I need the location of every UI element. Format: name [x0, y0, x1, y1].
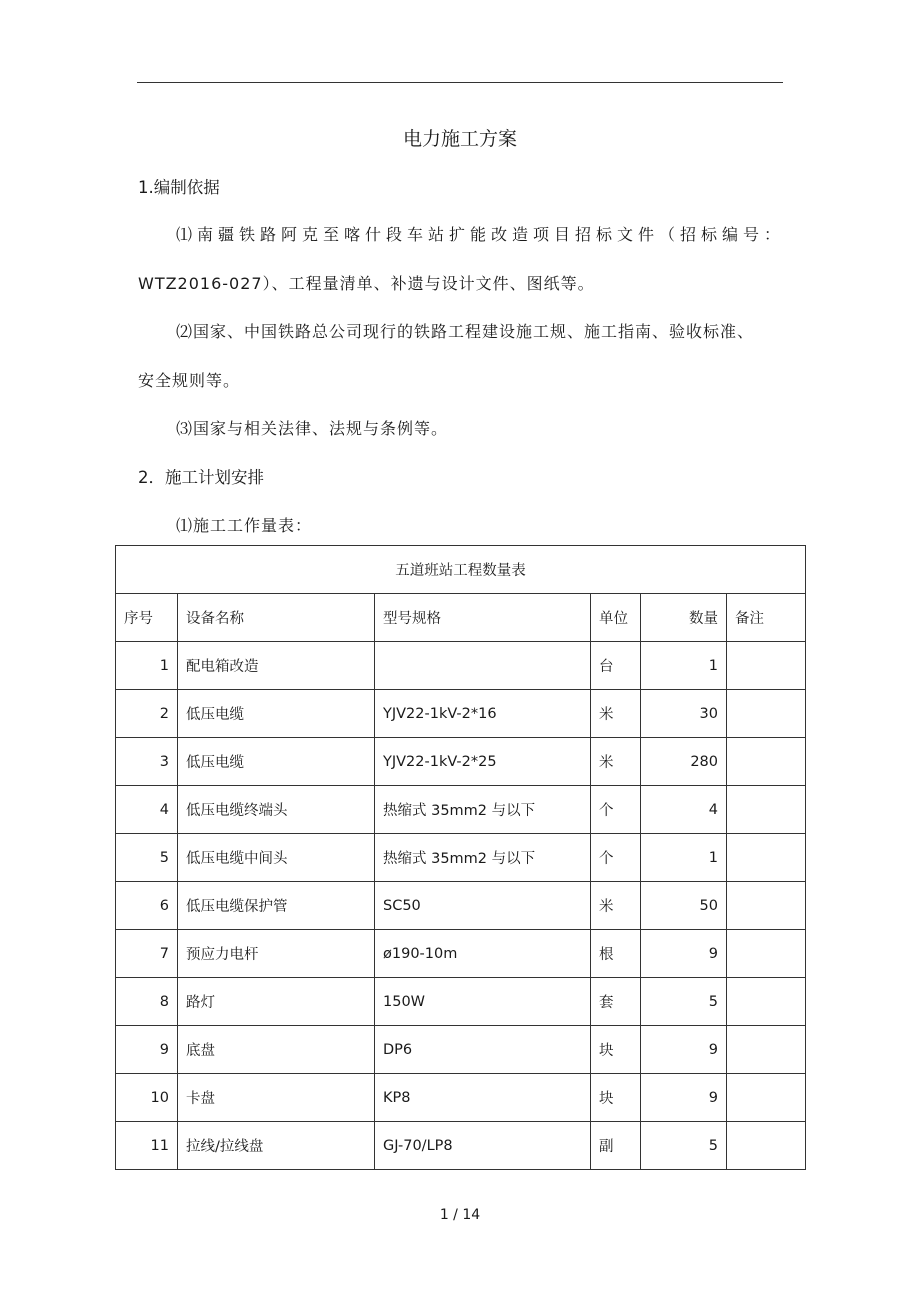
- section-heading-basis: 1.编制依据: [138, 178, 220, 197]
- table-cell-unit: 块: [591, 1026, 641, 1074]
- table-cell-quantity: 9: [641, 1026, 727, 1074]
- table-cell-remark: [727, 930, 806, 978]
- table-row: [116, 1122, 806, 1170]
- table-cell-name: 低压电缆: [178, 690, 375, 738]
- table-cell-spec: YJV22-1kV-2*16: [375, 690, 591, 738]
- table-cell-name: 低压电缆中间头: [178, 834, 375, 882]
- table-row: [116, 834, 806, 882]
- header-cell-remark: 备注: [727, 594, 806, 642]
- table-cell-quantity: 4: [641, 786, 727, 834]
- table-cell-spec: [375, 642, 591, 690]
- table-cell-remark: [727, 1074, 806, 1122]
- table-cell-index: 10: [116, 1074, 178, 1122]
- table-cell-remark: [727, 834, 806, 882]
- table-cell-unit: 根: [591, 930, 641, 978]
- table-cell-quantity: 5: [641, 1122, 727, 1170]
- table-cell-index: 8: [116, 978, 178, 1026]
- basis-item-2-line-2: 安全规则等。: [138, 371, 241, 390]
- section-heading-plan: 2．施工计划安排: [138, 468, 264, 487]
- table-cell-remark: [727, 882, 806, 930]
- table-cell-name: 低压电缆保护管: [178, 882, 375, 930]
- table-row: [116, 882, 806, 930]
- table-row: [116, 978, 806, 1026]
- table-cell-unit: 米: [591, 882, 641, 930]
- table-cell-spec: SC50: [375, 882, 591, 930]
- plan-item-1: ⑴施工工作量表：: [176, 516, 313, 535]
- table-cell-remark: [727, 642, 806, 690]
- table-cell-quantity: 50: [641, 882, 727, 930]
- table-cell-quantity: 30: [641, 690, 727, 738]
- table-cell-index: 6: [116, 882, 178, 930]
- header-rule: [137, 82, 783, 83]
- table-cell-spec: YJV22-1kV-2*25: [375, 738, 591, 786]
- table-row: [116, 642, 806, 690]
- table-cell-unit: 副: [591, 1122, 641, 1170]
- page-number: 1 / 14: [439, 1207, 481, 1223]
- table-cell-name: 路灯: [178, 978, 375, 1026]
- table-cell-quantity: 1: [641, 642, 727, 690]
- table-cell-unit: 个: [591, 834, 641, 882]
- table-cell-name: 底盘: [178, 1026, 375, 1074]
- table-cell-remark: [727, 1122, 806, 1170]
- table-row: [116, 1026, 806, 1074]
- table-cell-spec: 热缩式 35mm2 与以下: [375, 786, 591, 834]
- basis-item-2-line-1: ⑵国家、中国铁路总公司现行的铁路工程建设施工规、施工指南、验收标准、: [176, 322, 755, 341]
- table-cell-quantity: 1: [641, 834, 727, 882]
- table-cell-quantity: 280: [641, 738, 727, 786]
- table-cell-remark: [727, 738, 806, 786]
- table-cell-unit: 个: [591, 786, 641, 834]
- header-cell-name: 设备名称: [178, 594, 375, 642]
- table-caption-row: [116, 546, 806, 594]
- table-cell-quantity: 9: [641, 1074, 727, 1122]
- table-row: [116, 1074, 806, 1122]
- table-cell-remark: [727, 978, 806, 1026]
- document-title: 电力施工方案: [402, 128, 517, 150]
- table-cell-remark: [727, 690, 806, 738]
- table-cell-unit: 米: [591, 738, 641, 786]
- table-cell-index: 1: [116, 642, 178, 690]
- table-cell-unit: 块: [591, 1074, 641, 1122]
- table-cell-name: 拉线/拉线盘: [178, 1122, 375, 1170]
- table-cell-quantity: 9: [641, 930, 727, 978]
- table-cell-quantity: 5: [641, 978, 727, 1026]
- table-cell-spec: GJ-70/LP8: [375, 1122, 591, 1170]
- table-cell-name: 低压电缆终端头: [178, 786, 375, 834]
- table-cell-unit: 台: [591, 642, 641, 690]
- table-cell-remark: [727, 786, 806, 834]
- table-cell-remark: [727, 1026, 806, 1074]
- table-cell-unit: 米: [591, 690, 641, 738]
- header-cell-spec: 型号规格: [375, 594, 591, 642]
- table-cell-name: 预应力电杆: [178, 930, 375, 978]
- table-cell-spec: ø190-10m: [375, 930, 591, 978]
- table-cell-spec: 150W: [375, 978, 591, 1026]
- table-cell-index: 9: [116, 1026, 178, 1074]
- header-cell-quantity: 数量: [641, 594, 727, 642]
- table-cell-index: 7: [116, 930, 178, 978]
- basis-item-1-line-2: WTZ2016-027）、工程量清单、补遗与设计文件、图纸等。: [138, 274, 595, 293]
- table-cell-spec: DP6: [375, 1026, 591, 1074]
- table-cell-index: 4: [116, 786, 178, 834]
- table-caption: 五道班站工程数量表: [116, 546, 806, 594]
- header-cell-index: 序号: [116, 594, 178, 642]
- table-cell-index: 5: [116, 834, 178, 882]
- table-cell-index: 11: [116, 1122, 178, 1170]
- table-row: [116, 930, 806, 978]
- table-row: [116, 786, 806, 834]
- table-row: [116, 690, 806, 738]
- table-header-row: [116, 594, 806, 642]
- basis-item-3: ⑶国家与相关法律、法规与条例等。: [176, 419, 449, 438]
- header-cell-unit: 单位: [591, 594, 641, 642]
- table-cell-index: 2: [116, 690, 178, 738]
- table-row: [116, 738, 806, 786]
- table-cell-unit: 套: [591, 978, 641, 1026]
- basis-item-1-line-1: ⑴南疆铁路阿克至喀什段车站扩能改造项目招标文件（招标编号：: [176, 225, 786, 244]
- table-cell-spec: KP8: [375, 1074, 591, 1122]
- quantity-table: [115, 545, 806, 1170]
- table-cell-index: 3: [116, 738, 178, 786]
- table-cell-spec: 热缩式 35mm2 与以下: [375, 834, 591, 882]
- table-cell-name: 低压电缆: [178, 738, 375, 786]
- table-cell-name: 配电箱改造: [178, 642, 375, 690]
- table-cell-name: 卡盘: [178, 1074, 375, 1122]
